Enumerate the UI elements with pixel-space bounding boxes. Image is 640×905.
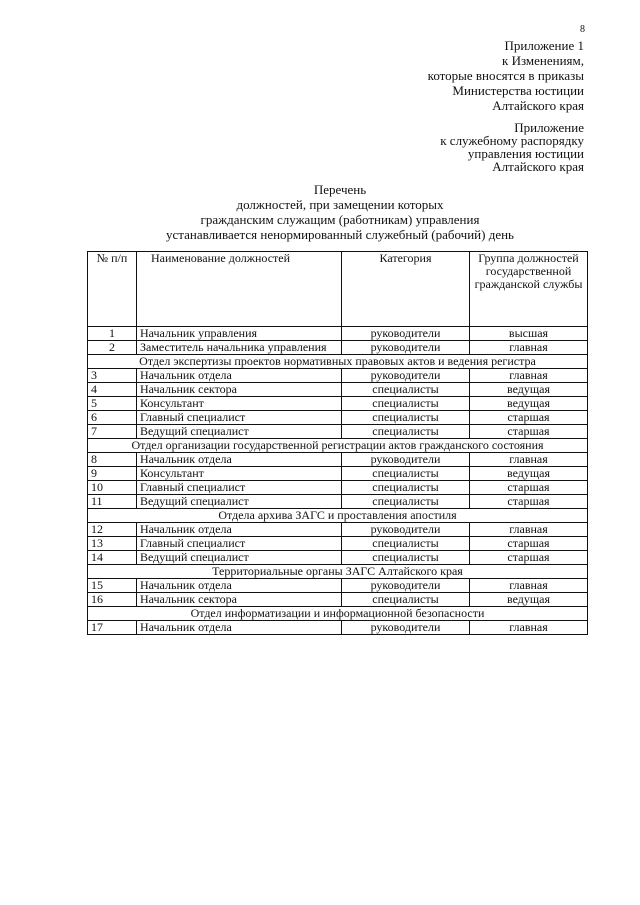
header-category: Категория: [342, 252, 470, 327]
table-row: [88, 425, 588, 439]
section-title: Отдел информатизации и информационной безопасности: [88, 607, 588, 621]
header-num: № п/п: [88, 252, 137, 327]
row-category: специалисты: [342, 551, 470, 565]
row-number: 11: [88, 495, 137, 509]
row-category: специалисты: [342, 425, 470, 439]
row-position-name: Ведущий специалист: [137, 425, 342, 439]
title-line: устанавливается ненормированный служебный (рабочий) день: [166, 227, 514, 242]
row-group: старшая: [470, 411, 588, 425]
row-category: специалисты: [342, 383, 470, 397]
table-row: [88, 621, 588, 635]
table-row: [88, 551, 588, 565]
section-row: [88, 439, 588, 453]
row-number: 3: [88, 369, 137, 383]
row-number: 16: [88, 593, 137, 607]
appendix-2-line: Приложение: [514, 120, 584, 135]
table-row: [88, 411, 588, 425]
row-position-name: Главный специалист: [137, 411, 342, 425]
table-row: [88, 341, 588, 355]
row-group: старшая: [470, 551, 588, 565]
row-group: старшая: [470, 425, 588, 439]
row-position-name: Начальник сектора: [137, 593, 342, 607]
row-number: 10: [88, 481, 137, 495]
page-number: 8: [580, 24, 585, 35]
row-group: главная: [470, 621, 588, 635]
row-category: специалисты: [342, 467, 470, 481]
row-position-name: Начальник отдела: [137, 621, 342, 635]
table-row: [88, 369, 588, 383]
row-position-name: Ведущий специалист: [137, 551, 342, 565]
table-row: [88, 383, 588, 397]
header-group: Группа должностей государственной гражданской службы: [470, 252, 588, 327]
document-title: [120, 182, 560, 242]
row-group: главная: [470, 523, 588, 537]
row-number: 2: [88, 341, 137, 355]
row-position-name: Начальник управления: [137, 327, 342, 341]
row-group: ведущая: [470, 593, 588, 607]
row-position-name: Консультант: [137, 397, 342, 411]
appendix-1-line: Приложение 1: [504, 38, 584, 53]
row-category: специалисты: [342, 537, 470, 551]
row-number: 8: [88, 453, 137, 467]
appendix-2-header: [440, 121, 584, 173]
section-row: [88, 607, 588, 621]
row-position-name: Начальник отдела: [137, 369, 342, 383]
row-category: специалисты: [342, 593, 470, 607]
appendix-2-line: к служебному распорядку: [440, 133, 584, 148]
table-row: [88, 327, 588, 341]
row-group: ведущая: [470, 397, 588, 411]
row-number: 7: [88, 425, 137, 439]
row-category: руководители: [342, 579, 470, 593]
row-group: главная: [470, 341, 588, 355]
row-group: старшая: [470, 481, 588, 495]
row-number: 4: [88, 383, 137, 397]
row-position-name: Консультант: [137, 467, 342, 481]
table-row: [88, 537, 588, 551]
table-row: [88, 397, 588, 411]
table-header-row: [88, 252, 588, 327]
title-line: должностей, при замещении которых: [236, 197, 444, 212]
row-group: ведущая: [470, 467, 588, 481]
row-number: 12: [88, 523, 137, 537]
row-category: специалисты: [342, 495, 470, 509]
section-row: [88, 355, 588, 369]
row-category: руководители: [342, 621, 470, 635]
row-group: главная: [470, 453, 588, 467]
row-position-name: Ведущий специалист: [137, 495, 342, 509]
title-line: гражданским служащим (работникам) управления: [200, 212, 480, 227]
section-title: Отдела архива ЗАГС и проставления апостиля: [88, 509, 588, 523]
row-category: специалисты: [342, 481, 470, 495]
row-group: главная: [470, 579, 588, 593]
row-number: 14: [88, 551, 137, 565]
row-number: 5: [88, 397, 137, 411]
row-category: руководители: [342, 523, 470, 537]
row-category: руководители: [342, 327, 470, 341]
row-position-name: Начальник сектора: [137, 383, 342, 397]
row-number: 13: [88, 537, 137, 551]
row-category: руководители: [342, 341, 470, 355]
section-row: [88, 565, 588, 579]
row-position-name: Главный специалист: [137, 481, 342, 495]
table-row: [88, 593, 588, 607]
row-category: специалисты: [342, 397, 470, 411]
section-title: Территориальные органы ЗАГС Алтайского края: [88, 565, 588, 579]
title-line: Перечень: [313, 182, 367, 197]
appendix-1-header: [428, 38, 584, 113]
table-row: [88, 453, 588, 467]
table-row: [88, 523, 588, 537]
appendix-1-line: Министерства юстиции: [452, 83, 584, 98]
row-number: 6: [88, 411, 137, 425]
row-position-name: Начальник отдела: [137, 523, 342, 537]
row-position-name: Начальник отдела: [137, 453, 342, 467]
row-number: 17: [88, 621, 137, 635]
row-position-name: Заместитель начальника управления: [137, 341, 342, 355]
row-category: специалисты: [342, 411, 470, 425]
row-category: руководители: [342, 453, 470, 467]
row-position-name: Главный специалист: [137, 537, 342, 551]
section-title: Отдел организации государственной регистрации актов гражданского состояния: [88, 439, 588, 453]
row-category: руководители: [342, 369, 470, 383]
table-body: [88, 327, 588, 635]
row-number: 9: [88, 467, 137, 481]
appendix-1-line: Алтайского края: [492, 98, 584, 113]
row-group: ведущая: [470, 383, 588, 397]
row-group: высшая: [470, 327, 588, 341]
table-row: [88, 495, 588, 509]
row-group: старшая: [470, 495, 588, 509]
table-row: [88, 481, 588, 495]
row-position-name: Начальник отдела: [137, 579, 342, 593]
header-name: Наименование должностей: [137, 252, 342, 327]
appendix-2-line: управления юстиции: [467, 146, 584, 161]
section-title: Отдел экспертизы проектов нормативных правовых актов и ведения регистра: [88, 355, 588, 369]
appendix-2-line: Алтайского края: [492, 159, 584, 174]
section-row: [88, 509, 588, 523]
positions-table: [87, 251, 588, 635]
table-row: [88, 467, 588, 481]
row-number: 1: [88, 327, 137, 341]
appendix-1-line: к Изменениям,: [502, 53, 584, 68]
row-number: 15: [88, 579, 137, 593]
table-row: [88, 579, 588, 593]
row-group: старшая: [470, 537, 588, 551]
appendix-1-line: которые вносятся в приказы: [427, 68, 584, 83]
row-group: главная: [470, 369, 588, 383]
